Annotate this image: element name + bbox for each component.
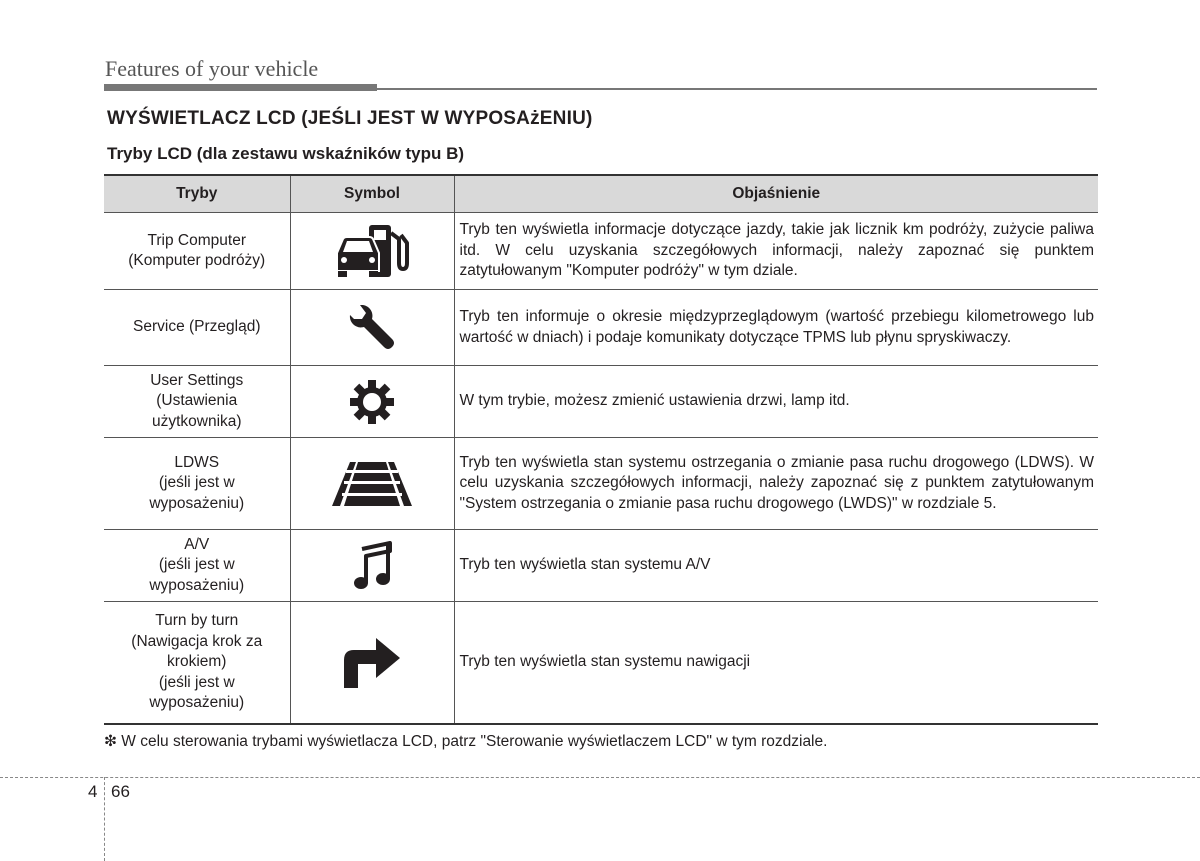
mode-label: wyposażeniu)	[149, 694, 245, 711]
column-header-explanation: Objaśnienie	[454, 175, 1098, 213]
header-title: Features of your vehicle	[105, 56, 319, 81]
header-rule-thick	[104, 84, 377, 91]
table-row	[104, 438, 1098, 530]
table-header-row	[104, 175, 1098, 213]
header-rule-thin	[377, 88, 1097, 90]
description-cell: Tryb ten wyświetla informacje dotyczące jazdy, takie jak licznik km podróży, zużycie paliwa itd. W celu uzyskania szczegółowych informacji, należy zapoznać się punktem zatytułowanym "Komputer podróży" w tym dziale.	[454, 213, 1098, 290]
mode-label: (jeśli jest w	[158, 474, 235, 492]
wrench-icon	[346, 305, 398, 351]
mode-label: wyposażeniu)	[149, 576, 245, 594]
mode-label: wyposażeniu)	[149, 494, 245, 512]
table-row	[104, 213, 1098, 290]
mode-cell	[104, 602, 290, 724]
symbol-cell	[290, 366, 454, 438]
symbol-cell	[290, 213, 454, 290]
table-row	[104, 366, 1098, 438]
description-cell: Tryb ten wyświetla stan systemu A/V	[454, 530, 1098, 602]
mode-label: krokiem)	[167, 653, 227, 670]
lane-departure-icon	[332, 462, 412, 506]
mode-label: (Komputer podróży)	[128, 252, 266, 269]
symbol-cell	[290, 438, 454, 530]
description-cell: Tryb ten informuje o okresie międzyprzeglądowym (wartość przebiegu kilometrowego lub wartość w dniach) i podaje komunikaty dotyczące TPMS lub płynu spryskiwaczy.	[454, 290, 1098, 366]
mode-cell	[104, 213, 290, 290]
mode-label: Service (Przegląd)	[133, 318, 261, 336]
footnote: ❇ W celu sterowania trybami wyświetlacza LCD, patrz "Sterowanie wyświetlaczem LCD" w tym rozdziale.	[104, 733, 828, 750]
mode-cell	[104, 366, 290, 438]
mode-label: LDWS	[174, 453, 220, 471]
mode-cell	[104, 530, 290, 602]
trip-computer-icon	[335, 223, 409, 279]
footer-dashed-vertical-divider	[104, 777, 105, 861]
mode-label: (jeśli jest w	[158, 673, 235, 691]
table-row	[104, 530, 1098, 602]
symbol-cell	[290, 530, 454, 602]
mode-cell	[104, 290, 290, 366]
mode-label: (Nawigacja krok za	[131, 632, 263, 650]
page-chapter-number: 4	[88, 782, 98, 801]
turn-right-arrow-icon	[342, 636, 402, 688]
mode-label: (Ustawienia	[156, 392, 238, 410]
mode-label: Trip Computer	[147, 231, 246, 249]
subtitle: Tryby LCD (dla zestawu wskaźników typu B)	[107, 144, 465, 163]
description-cell: Tryb ten wyświetla stan systemu ostrzegania o zmianie pasa ruchu drogowego (LDWS). W celu uzyskania szczegółowych informacji, należy zapoznać się z punktem zatytułowanym "System ostrzegania o zmianie pasa ruchu drogowego (LWDS)" w rozdziale 5.	[454, 438, 1098, 530]
description-cell: Tryb ten wyświetla stan systemu nawigacji	[454, 602, 1098, 724]
mode-label: użytkownika)	[151, 412, 242, 430]
page-number: 66	[111, 782, 130, 801]
mode-label: (jeśli jest w	[158, 556, 235, 574]
table-row	[104, 290, 1098, 366]
column-header-modes: Tryby	[104, 175, 290, 213]
symbol-cell	[290, 290, 454, 366]
description-cell: W tym trybie, możesz zmienić ustawienia drzwi, lamp itd.	[454, 366, 1098, 438]
mode-cell	[104, 438, 290, 530]
column-header-symbol: Symbol	[290, 175, 454, 213]
mode-label: Turn by turn	[155, 612, 239, 629]
footer-dashed-divider	[0, 777, 1200, 778]
mode-label: A/V	[184, 535, 210, 553]
mode-label: User Settings	[150, 371, 244, 389]
gear-icon	[349, 379, 395, 425]
symbol-cell	[290, 602, 454, 724]
music-note-icon	[352, 541, 392, 591]
lcd-modes-table	[104, 174, 1098, 725]
section-title: WYŚWIETLACZ LCD (JEŚLI JEST W WYPOSAżENIU)	[107, 108, 593, 129]
table-row	[104, 602, 1098, 724]
